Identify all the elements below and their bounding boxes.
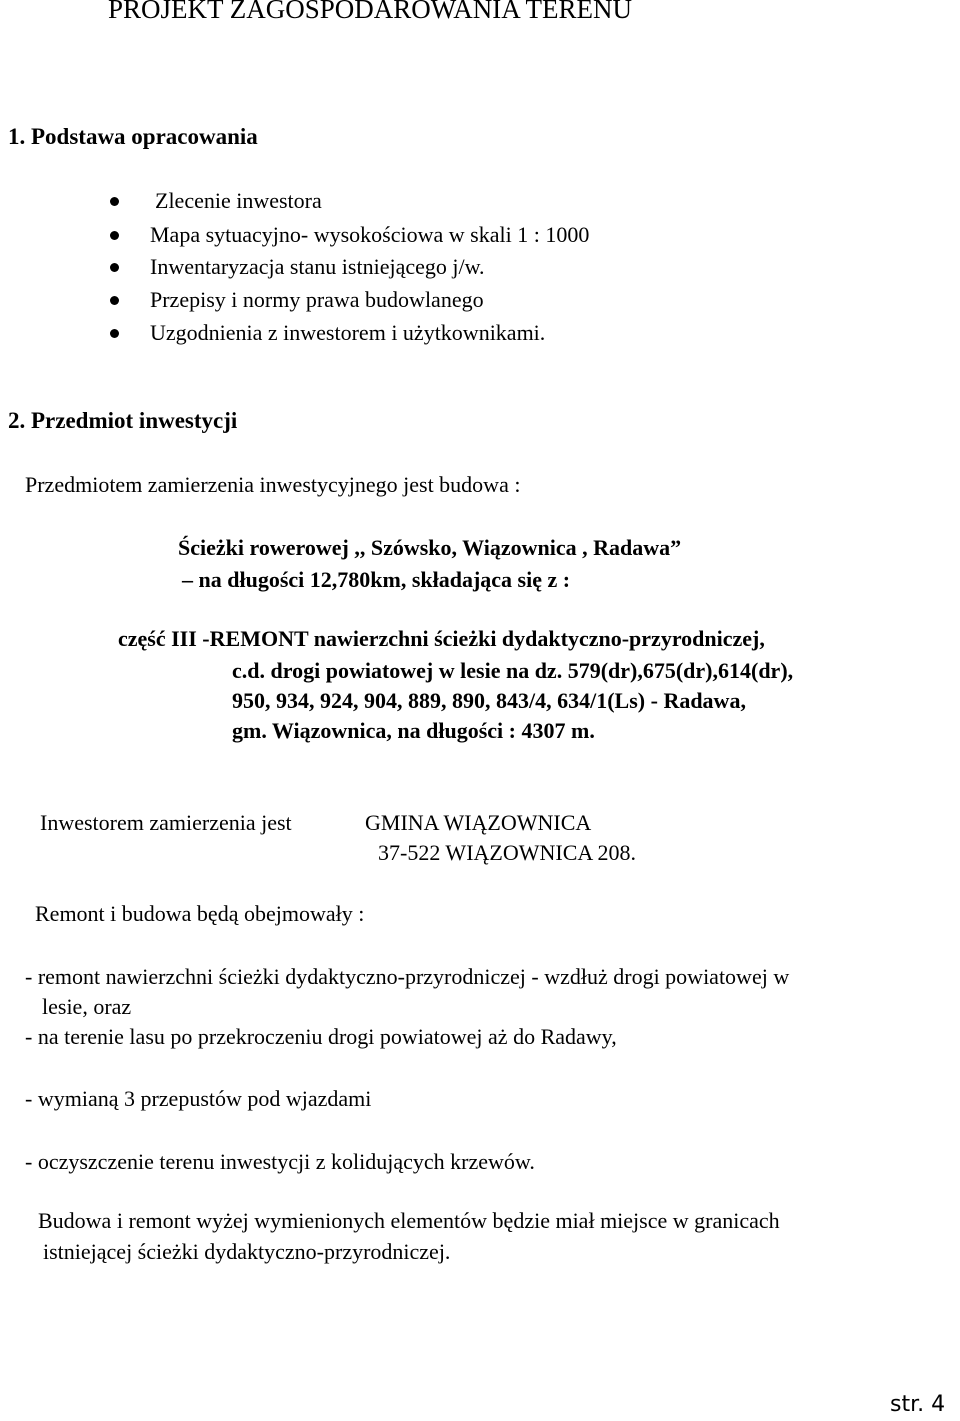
- scope-line: - wymianą 3 przepustów pod wjazdami: [25, 1086, 372, 1111]
- list-item: Zlecenie inwestora: [155, 188, 322, 213]
- bullet-icon: [110, 231, 119, 240]
- investor-address: 37-522 WIĄZOWNICA 208.: [378, 840, 637, 865]
- investor-name: GMINA WIĄZOWNICA: [365, 810, 592, 835]
- closing-line-1: Budowa i remont wyżej wymienionych elementów będzie miał miejsce w granicach: [38, 1208, 780, 1233]
- bullet-icon: [110, 329, 119, 338]
- bullet-icon: [110, 263, 119, 272]
- scope-heading: Remont i budowa będą obejmowały :: [35, 901, 365, 926]
- investor-label: Inwestorem zamierzenia jest: [40, 810, 292, 835]
- bullet-icon: [110, 197, 119, 206]
- part-line-4: gm. Wiązownica, na długości : 4307 m.: [232, 718, 595, 743]
- investment-intro: Przedmiotem zamierzenia inwestycyjnego jest budowa :: [25, 472, 521, 497]
- section-1-heading: 1. Podstawa opracowania: [8, 124, 258, 149]
- bullet-icon: [110, 296, 119, 305]
- document-title: PROJEKT ZAGOSPODAROWANIA TERENU: [108, 0, 633, 24]
- part-line-1: część III -REMONT nawierzchni ścieżki dydaktyczno-przyrodniczej,: [118, 626, 765, 651]
- subject-line-1: Ścieżki rowerowej ,, Szówsko, Wiązownica , Radawa”: [178, 535, 682, 560]
- section-2-heading: 2. Przedmiot inwestycji: [8, 408, 238, 433]
- list-item: Przepisy i normy prawa budowlanego: [150, 287, 484, 312]
- scope-line: - oczyszczenie terenu inwestycji z kolidujących krzewów.: [25, 1149, 535, 1174]
- part-line-3: 950, 934, 924, 904, 889, 890, 843/4, 634/1(Ls) - Radawa,: [232, 688, 746, 713]
- list-item: Uzgodnienia z inwestorem i użytkownikami.: [150, 320, 546, 345]
- list-item: Inwentaryzacja stanu istniejącego j/w.: [150, 254, 485, 279]
- scope-line: lesie, oraz: [42, 994, 132, 1019]
- list-item: Mapa sytuacyjno- wysokościowa w skali 1 : 1000: [150, 222, 590, 247]
- page-number: str. 4: [890, 1392, 946, 1417]
- part-line-2: c.d. drogi powiatowej w lesie na dz. 579(dr),675(dr),614(dr),: [232, 658, 794, 683]
- scope-line: - na terenie lasu po przekroczeniu drogi powiatowej aż do Radawy,: [25, 1024, 617, 1049]
- closing-line-2: istniejącej ścieżki dydaktyczno-przyrodniczej.: [43, 1239, 451, 1264]
- subject-line-2: – na długości 12,780km, składająca się z :: [182, 567, 571, 592]
- scope-line: - remont nawierzchni ścieżki dydaktyczno-przyrodniczej - wzdłuż drogi powiatowej w: [25, 964, 790, 989]
